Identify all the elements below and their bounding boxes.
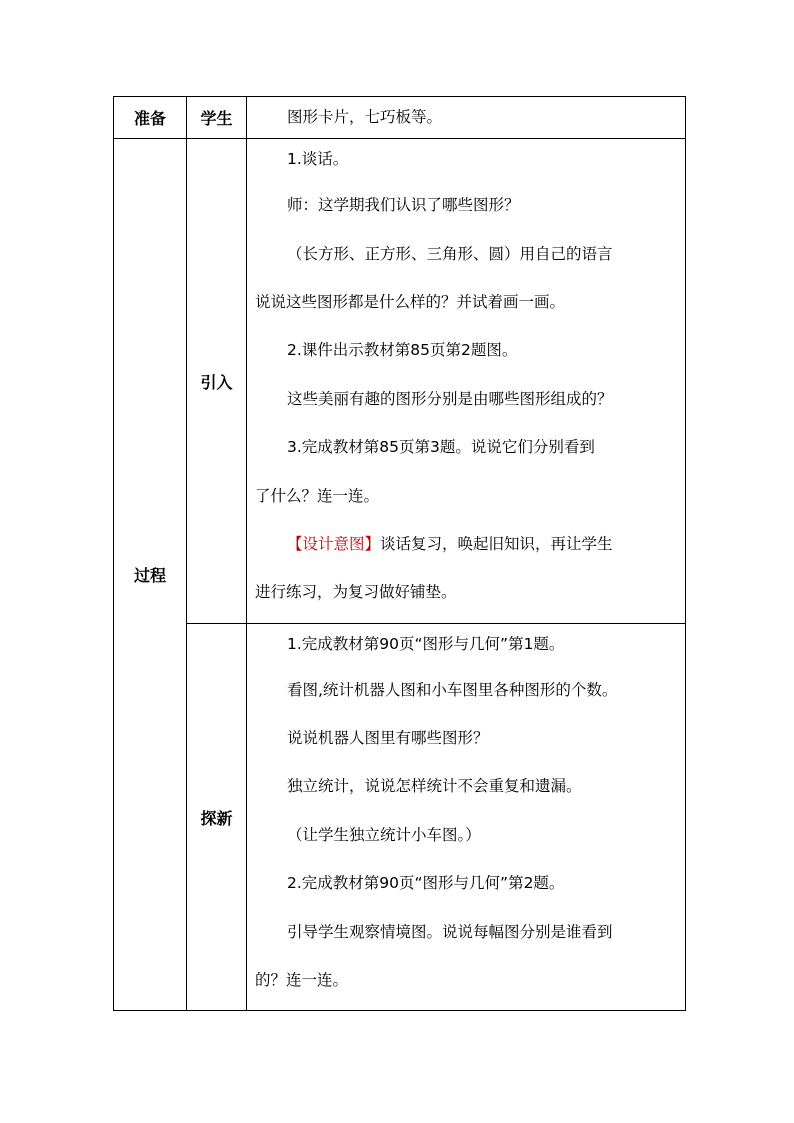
explore-line-5: （让学生独立统计小车图。）: [287, 825, 481, 844]
intro-content: [247, 145, 685, 617]
student-label-cell: [187, 97, 247, 139]
intro-label-cell: [187, 139, 247, 624]
lesson-plan-table: [113, 96, 686, 1011]
explore-row: [114, 624, 686, 1011]
explore-label: 探新: [200, 808, 233, 828]
lesson-plan-table-wrap: [113, 96, 685, 1011]
explore-line-8: 的？连一连。: [255, 970, 349, 989]
design-intent-text: 谈话复习，唤起旧知识，再让学生: [380, 534, 613, 553]
design-intent-line: [255, 520, 682, 568]
process-label: 过程: [133, 566, 166, 585]
prep-content-cell: [247, 97, 686, 139]
design-intent-cont: 进行练习，为复习做好铺垫。: [255, 583, 457, 602]
explore-line-2: 看图,统计机器人图和小车图里各种图形的个数。: [287, 680, 618, 699]
explore-line-4: 独立统计，说说怎样统计不会重复和遗漏。: [287, 777, 582, 796]
intro-content-cell: [247, 139, 686, 624]
explore-line-1: 1.完成教材第90页“图形与几何”第1题。: [287, 634, 565, 653]
design-intent-tag: 【设计意图】: [287, 534, 381, 553]
prep-label-cell: [114, 97, 187, 139]
explore-line-3: 说说机器人图里有哪些图形？: [287, 729, 489, 748]
prep-label: 准备: [133, 109, 166, 128]
prep-row: [114, 97, 686, 139]
explore-line-7: 引导学生观察情境图。说说每幅图分别是谁看到: [287, 922, 613, 941]
explore-line-6: 2.完成教材第90页“图形与几何”第2题。: [287, 874, 565, 893]
explore-content: [247, 630, 685, 1005]
prep-content: 图形卡片，七巧板等。: [287, 108, 443, 126]
process-label-cell: [114, 139, 187, 1011]
intro-label: 引入: [200, 372, 233, 392]
explore-content-cell: [247, 624, 686, 1011]
intro-line-8: 了什么？连一连。: [255, 486, 380, 505]
explore-label-cell: [187, 624, 247, 1011]
intro-line-4: 说说这些图形都是什么样的？并试着画一画。: [255, 293, 566, 312]
student-label: 学生: [200, 109, 233, 128]
intro-line-3: （长方形、正方形、三角形、圆）用自己的语言: [287, 244, 613, 263]
intro-line-7: 3.完成教材第85页第3题。说说它们分别看到: [287, 438, 595, 457]
intro-line-6: 这些美丽有趣的图形分别是由哪些图形组成的？: [287, 389, 613, 408]
intro-line-2: 师：这学期我们认识了哪些图形？: [287, 196, 520, 215]
intro-line-5: 2.课件出示教材第85页第2题图。: [287, 341, 518, 360]
intro-row: [114, 139, 686, 624]
intro-line-1: 1.谈话。: [287, 150, 349, 169]
